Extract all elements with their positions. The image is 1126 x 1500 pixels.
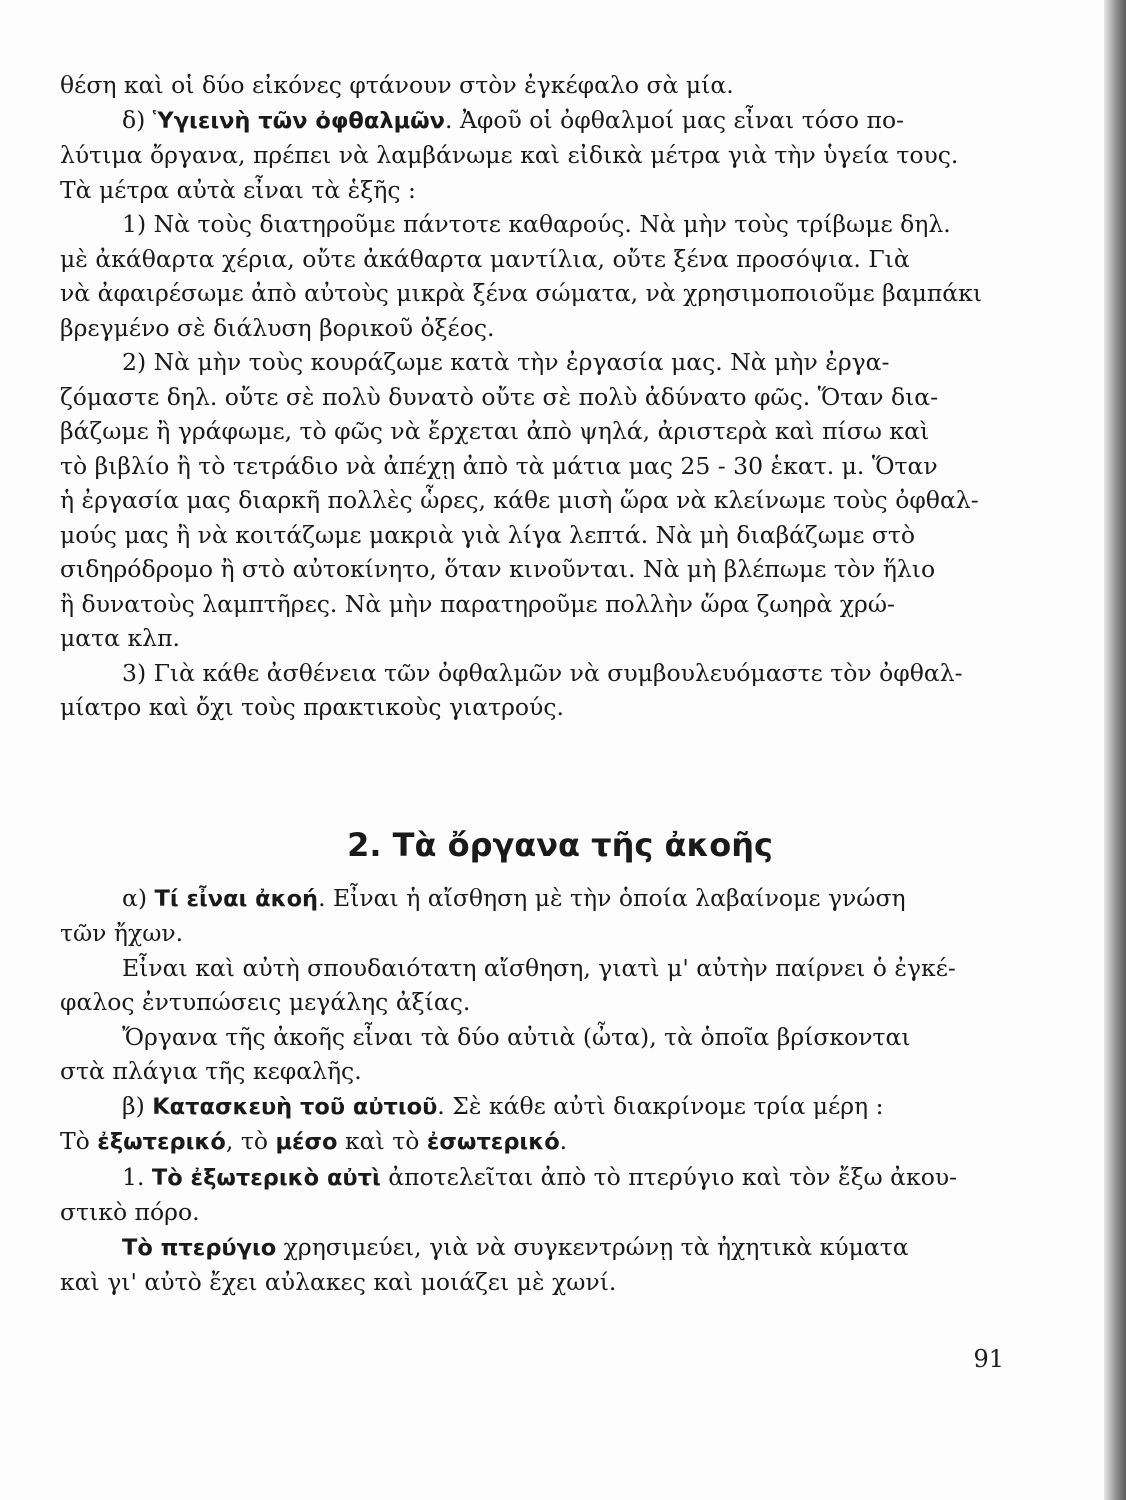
text-line: μὲ ἀκάθαρτα χέρια, οὔτε ἀκάθαρτα μαντίλια, οὔτε ξένα προσόψια. Γιὰ xyxy=(60,244,910,273)
text-line: θέση καὶ οἱ δύο εἰκόνες φτάνουν στὸν ἐγκέφαλο σὰ μία. xyxy=(60,71,734,99)
paragraph-hearing xyxy=(60,881,1060,1300)
text-line: φαλος ἐντυπώσεις μεγάλης ἀξίας. xyxy=(60,988,471,1016)
list-label: β) xyxy=(122,1091,153,1120)
text-line: ἡ ἐργασία μας διαρκῆ πολλὲς ὧρες, κάθε μισὴ ὥρα νὰ κλείνωμε τοὺς ὀφθαλ- xyxy=(60,486,979,514)
text-line xyxy=(60,881,1060,917)
text-fragment: . Ἀφοῦ οἱ ὀφθαλμοί μας εἶναι τόσο πο- xyxy=(445,105,905,134)
subsection-title-what-is-hearing: Τί εἶναι ἀκοή xyxy=(154,885,319,912)
text-line: στὰ πλάγια τῆς κεφαλῆς. xyxy=(60,1057,362,1085)
text-fragment: . xyxy=(559,1127,568,1155)
term-pinna: Τὸ πτερύγιο xyxy=(122,1234,277,1261)
text-fragment: χρησιμεύει, γιὰ νὰ συγκεντρώνῃ τὰ ἠχητικὰ κύματα xyxy=(276,1232,909,1261)
text-line: 2) Νὰ μὴν τοὺς κουράζωμε κατὰ τὴν ἐργασία μας. Νὰ μὴν ἐργα- xyxy=(122,348,890,376)
text-line: τὸ βιβλίο ἢ τὸ τετράδιο νὰ ἀπέχῃ ἀπὸ τὰ μάτια μας 25 - 30 ἑκατ. μ. Ὅταν xyxy=(60,451,938,480)
list-label: α) xyxy=(122,883,155,912)
page-number: 91 xyxy=(973,1345,1004,1373)
page-text xyxy=(60,68,1060,1300)
text-line: ματα κλπ. xyxy=(60,624,180,652)
text-line xyxy=(60,1230,1060,1266)
text-line: σιδηρόδρομο ἢ στὸ αὐτοκίνητο, ὅταν κινοῦνται. Νὰ μὴ βλέπωμε τὸν ἥλιο xyxy=(60,555,936,583)
list-label: 1. xyxy=(122,1162,152,1191)
text-line: βάζωμε ἢ γράφωμε, τὸ φῶς νὰ ἔρχεται ἀπὸ ψηλά, ἀριστερὰ καὶ πίσω καὶ xyxy=(60,417,930,445)
term-middle: μέσο xyxy=(275,1129,338,1155)
section-title-eye-hygiene: Ὑγιεινὴ τῶν ὀφθαλμῶν xyxy=(152,107,446,134)
term-inner: ἐσωτερικό xyxy=(426,1129,560,1155)
list-label: δ) xyxy=(122,105,153,134)
text-line xyxy=(60,1160,1060,1196)
subsection-title-ear-structure: Κατασκευὴ τοῦ αὐτιοῦ xyxy=(152,1093,438,1120)
text-line: καὶ γι' αὐτὸ ἔχει αὐλακες καὶ μοιάζει μὲ χωνί. xyxy=(60,1268,617,1296)
text-fragment: . Εἶναι ἡ αἴσθηση μὲ τὴν ὁποία λαβαίνομε γνώση xyxy=(318,883,906,912)
text-line xyxy=(60,103,1060,139)
text-line: 1) Νὰ τοὺς διατηροῦμε πάντοτε καθαρούς. Νὰ μὴν τοὺς τρίβωμε δηλ. xyxy=(122,210,951,238)
text-line: μίατρο καὶ ὄχι τοὺς πρακτικοὺς γιατρούς. xyxy=(60,693,564,721)
text-line: Τὰ μέτρα αὐτὰ εἶναι τὰ ἑξῆς : xyxy=(60,175,416,204)
text-line: 3) Γιὰ κάθε ἀσθένεια τῶν ὀφθαλμῶν νὰ συμβουλευόμαστε τὸν ὀφθαλ- xyxy=(122,658,963,687)
text-line: Ὄργανα τῆς ἀκοῆς εἶναι τὰ δύο αὐτιὰ (ὦτα), τὰ ὁποῖα βρίσκονται xyxy=(122,1022,911,1051)
page-edge-shadow xyxy=(1104,0,1126,1500)
text-line: νὰ ἀφαιρέσωμε ἀπὸ αὐτοὺς μικρὰ ξένα σώματα, νὰ χρησιμοποιοῦμε βαμπάκι xyxy=(60,279,983,307)
text-line xyxy=(60,1089,1060,1125)
text-fragment: , τὸ xyxy=(225,1127,276,1155)
text-line: μούς μας ἢ νὰ κοιτάζωμε μακριὰ γιὰ λίγα λεπτά. Νὰ μὴ διαβάζωμε στὸ xyxy=(60,520,916,549)
text-line: λύτιμα ὄργανα, πρέπει νὰ λαμβάνωμε καὶ εἰδικὰ μέτρα γιὰ τὴν ὑγεία τους. xyxy=(60,141,959,169)
text-line: βρεγμένο σὲ διάλυση βορικοῦ ὀξέος. xyxy=(60,313,495,342)
section-heading-hearing-organs: 2. Τὰ ὄργανα τῆς ἀκοῆς xyxy=(347,825,773,864)
text-line: στικὸ πόρο. xyxy=(60,1198,200,1226)
term-outer: ἐξωτερικό xyxy=(97,1129,226,1155)
text-fragment: καὶ τὸ xyxy=(337,1127,427,1155)
text-fragment: . Σὲ κάθε αὐτὶ διακρίνομε τρία μέρη : xyxy=(437,1091,884,1120)
text-line xyxy=(60,1124,1060,1160)
text-fragment: Τὸ xyxy=(60,1127,98,1155)
term-outer-ear: Τὸ ἐξωτερικὸ αὐτὶ xyxy=(151,1164,381,1191)
text-line: ἢ δυνατοὺς λαμπτῆρες. Νὰ μὴν παρατηροῦμε πολλὴν ὥρα ζωηρὰ χρώ- xyxy=(60,589,895,618)
paragraph-eye-hygiene xyxy=(60,68,1060,725)
text-fragment: ἀποτελεῖται ἀπὸ τὸ πτερύγιο καὶ τὸν ἔξω ἀκου- xyxy=(380,1162,958,1191)
text-line: Εἶναι καὶ αὐτὴ σπουδαιότατη αἴσθηση, γιατὶ μ' αὐτὴν παίρνει ὁ ἐγκέ- xyxy=(122,953,956,982)
text-line: τῶν ἤχων. xyxy=(60,919,184,947)
text-line: ζόμαστε δηλ. οὔτε σὲ πολὺ δυνατὸ οὔτε σὲ πολὺ ἀδύνατο φῶς. Ὅταν δια- xyxy=(60,382,939,411)
